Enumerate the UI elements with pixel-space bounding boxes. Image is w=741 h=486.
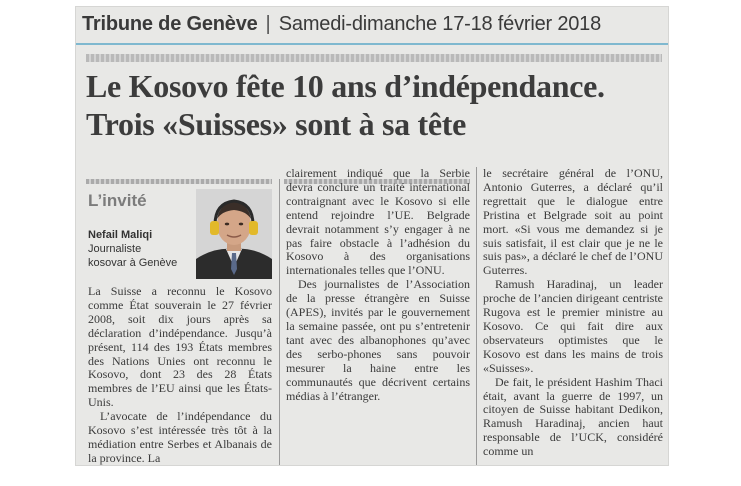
newspaper-clipping: [76, 7, 668, 465]
masthead-separator: |: [265, 12, 271, 35]
paragraph: le secrétaire général de l’ONU, Antonio Guterres, a déclaré qu’il regrettait que le dialogue entre Pristina et Belgrade soit au point mort. «Si vous me demandez si je suis satisfait, il est clair que je ne le suis pas», a déclaré le chef de l’ONU Guterres.: [483, 166, 663, 278]
paragraph: clairement indiqué que la Serbie devra conclure un traité international contraignant avec le Kosovo si elle entend rejoindre l’UE. Belgrade devrait notamment s’y engager à ne pas faire obstacle à l’adhésion du Kosovo à des organisations internationales telles que l’ONU.: [286, 166, 470, 278]
author-name: Nefail Maliqi: [88, 229, 153, 241]
paragraph: La Suisse a reconnu le Kosovo comme État souverain le 27 février 2008, soit dix jours après sa déclaration d’indépendance. Jusqu’à présent, 114 des 193 États membres des Nations Unies ont reconnu le Kosovo, dont 23 des 28 États membres de l’EU ainsi que les États-Unis.: [88, 284, 272, 410]
author-location: kosovar à Genève: [88, 257, 178, 269]
headline: [86, 67, 661, 143]
masthead: [76, 7, 668, 41]
paragraph: L’avocate de l’indépendance du Kosovo s’est intéressée très tôt à la médiation entre Serbes et Albanais de la province. La: [88, 409, 272, 465]
author-role: Journaliste: [88, 243, 142, 255]
section-rule-left: [86, 179, 272, 184]
headline-line-2: Trois «Suisses» sont à sa tête: [86, 106, 467, 142]
column-divider-2: [476, 167, 477, 465]
newspaper-name: Tribune de Genève: [82, 12, 258, 35]
article-column-2: [286, 167, 470, 403]
headline-top-rule: [86, 54, 662, 62]
paragraph: Des journalistes de l’Association de la presse étrangère en Suisse (APES), invités par le gouvernement la semaine passée, ont pu s’entretenir tant avec des albanophones qu’avec des serbo-phones sans pouvoir mesurer la haine entre les communautés que décrivent certains médias à l’étranger.: [286, 277, 470, 403]
masthead-rule: [76, 43, 668, 45]
paragraph: De fait, le président Hashim Thaci était, avant la guerre de 1997, un citoyen de Suisse habitant Dedikon, Ramush Haradinaj, ancien haut responsable de l’UCK, considéré comme un: [483, 374, 663, 459]
author-photo: [196, 189, 272, 279]
issue-date: Samedi-dimanche 17-18 février 2018: [278, 12, 602, 35]
article-column-1: [88, 285, 272, 465]
article-column-3: [483, 167, 663, 459]
headline-line-1: Le Kosovo fête 10 ans d’indépendance.: [86, 68, 605, 104]
column-divider-1: [279, 179, 280, 465]
paragraph: Ramush Haradinaj, un leader proche de l’ancien dirigeant centriste Rugova est le premier ministre au Kosovo. Ce qui fait dire aux observateurs optimistes que le Kosovo est dans les mains de trois «Suisses».: [483, 277, 663, 375]
column-label: L’invité: [88, 191, 147, 210]
